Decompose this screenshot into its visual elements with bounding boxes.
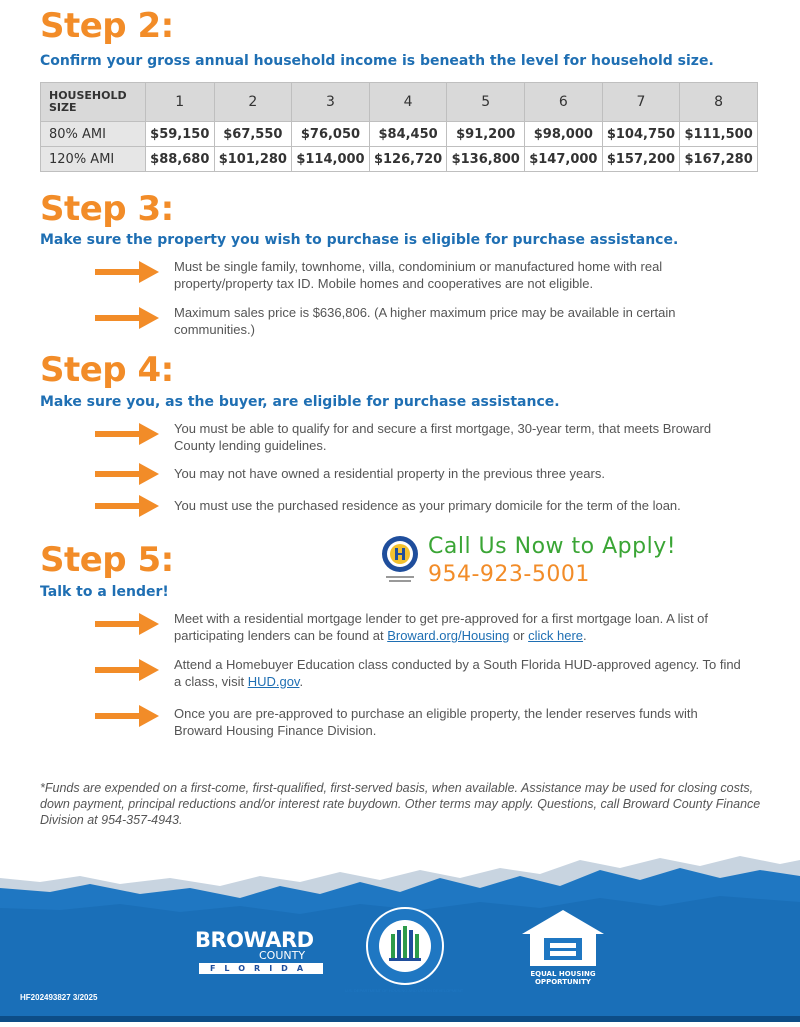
table-cell: $114,000	[292, 147, 370, 172]
arrow-right-icon	[95, 463, 159, 485]
footnote: *Funds are expended on a first-come, first-qualified, first-served basis, when available. Assistance may be used for closing costs, down payment, principal reductions and/or interest rate buydown. Other terms may apply. Questions, call Broward County Finance Division at 954-357-4943.	[40, 781, 761, 827]
step2-subtitle: Confirm your gross annual household income is beneath the level for household size.	[40, 53, 714, 69]
click-here-link[interactable]: click here	[528, 628, 584, 643]
table-cell: $167,280	[680, 147, 758, 172]
row-label-80-ami: 80% AMI	[41, 122, 146, 147]
logo-word-county: COUNTY	[259, 949, 306, 962]
bullet-text-part: .	[299, 674, 304, 689]
size-col-1: 1	[146, 83, 215, 122]
arrow-right-icon	[95, 659, 159, 681]
hud-seal-icon	[365, 906, 445, 986]
table-header-row	[41, 83, 758, 122]
step5-title: Step 5:	[40, 540, 174, 580]
table-cell: $157,200	[602, 147, 680, 172]
row-label-120-ami: 120% AMI	[41, 147, 146, 172]
hud-seal-text: U.S. DEPARTMENT OF HOUSING AND URBAN DEVELOPMENT	[345, 988, 464, 993]
table-cell: $126,720	[369, 147, 447, 172]
household-size-header	[41, 83, 146, 122]
bullet-text: You must be able to qualify for and secure a first mortgage, 30-year term, that meets Broward County lending guidelines.	[174, 421, 712, 453]
arrow-right-icon	[95, 705, 159, 727]
logo-word-florida: FLORIDA	[199, 963, 323, 974]
table-cell: $59,150	[146, 122, 215, 147]
equal-housing-house-icon	[520, 908, 606, 968]
step5-subtitle: Talk to a lender!	[40, 584, 169, 600]
income-limits-table	[40, 82, 758, 172]
housing-seal-icon	[380, 534, 420, 584]
step4-subtitle: Make sure you, as the buyer, are eligible for purchase assistance.	[40, 394, 560, 410]
table-row	[41, 147, 758, 172]
arrow-right-icon	[95, 261, 159, 283]
bullet-text: Once you are pre-approved to purchase an eligible property, the lender reserves funds with Broward Housing Finance Division.	[174, 706, 698, 738]
eho-line2: OPPORTUNITY	[534, 978, 591, 986]
table-cell: $84,450	[369, 122, 447, 147]
step3-subtitle: Make sure the property you wish to purchase is eligible for purchase assistance.	[40, 232, 679, 248]
arrow-right-icon	[95, 495, 159, 517]
table-cell: $76,050	[292, 122, 370, 147]
bullet-text-part: Meet with a residential mortgage lender to get pre-approved for a first mortgage loan. A list of participating lenders can be found at	[174, 611, 709, 643]
bullet-text-part: .	[583, 628, 587, 643]
bullet-text: You must use the purchased residence as your primary domicile for the term of the loan.	[174, 498, 681, 513]
table-cell: $91,200	[447, 122, 525, 147]
table-row	[41, 122, 758, 147]
table-cell: $104,750	[602, 122, 680, 147]
broward-housing-link[interactable]: Broward.org/Housing	[387, 628, 510, 643]
logo-word-broward: BROWARD	[195, 928, 314, 952]
header-label-line1: HOUSEHOLD	[49, 89, 127, 102]
eho-line1: EQUAL HOUSING	[530, 970, 596, 978]
arrow-right-icon	[95, 613, 159, 635]
bullet-text: You may not have owned a residential property in the previous three years.	[174, 466, 605, 481]
table-cell: $136,800	[447, 147, 525, 172]
bullet-text	[174, 656, 744, 690]
table-cell: $98,000	[525, 122, 603, 147]
step2-title: Step 2:	[40, 6, 174, 46]
table-cell: $67,550	[214, 122, 292, 147]
table-cell: $111,500	[680, 122, 758, 147]
bullet-text: Must be single family, townhome, villa, condominium or manufactured home with real property/property tax ID. Mobile homes and cooperatives are not eligible.	[174, 259, 663, 291]
size-col-2: 2	[214, 83, 292, 122]
bullet-text-part: or	[509, 628, 529, 643]
document-code: HF202493827 3/2025	[20, 993, 98, 1002]
equal-housing-logo	[520, 908, 606, 988]
step3-title: Step 3:	[40, 189, 174, 229]
arrow-right-icon	[95, 423, 159, 445]
bullet-text	[174, 610, 744, 644]
header-label-line2: SIZE	[49, 101, 77, 114]
size-col-6: 6	[525, 83, 603, 122]
call-to-action	[380, 534, 760, 586]
bullet-text-part: Attend a Homebuyer Education class conducted by a South Florida HUD-approved agency. To find a class, visit	[174, 657, 741, 689]
size-col-7: 7	[602, 83, 680, 122]
table-cell: $147,000	[525, 147, 603, 172]
equal-housing-text	[520, 970, 606, 986]
size-col-3: 3	[292, 83, 370, 122]
table-cell: $88,680	[146, 147, 215, 172]
arrow-right-icon	[95, 307, 159, 329]
bullet-text: Maximum sales price is $636,806. (A higher maximum price may be available in certain communities.)	[174, 305, 676, 337]
call-phone-number[interactable]: 954-923-5001	[428, 562, 590, 587]
step4-title: Step 4:	[40, 350, 174, 390]
call-heading: Call Us Now to Apply!	[428, 534, 677, 559]
table-cell: $101,280	[214, 147, 292, 172]
size-col-8: 8	[680, 83, 758, 122]
broward-county-logo	[195, 928, 325, 978]
hud-gov-link[interactable]: HUD.gov	[247, 674, 300, 689]
size-col-4: 4	[369, 83, 447, 122]
size-col-5: 5	[447, 83, 525, 122]
footer-band	[0, 848, 800, 1022]
